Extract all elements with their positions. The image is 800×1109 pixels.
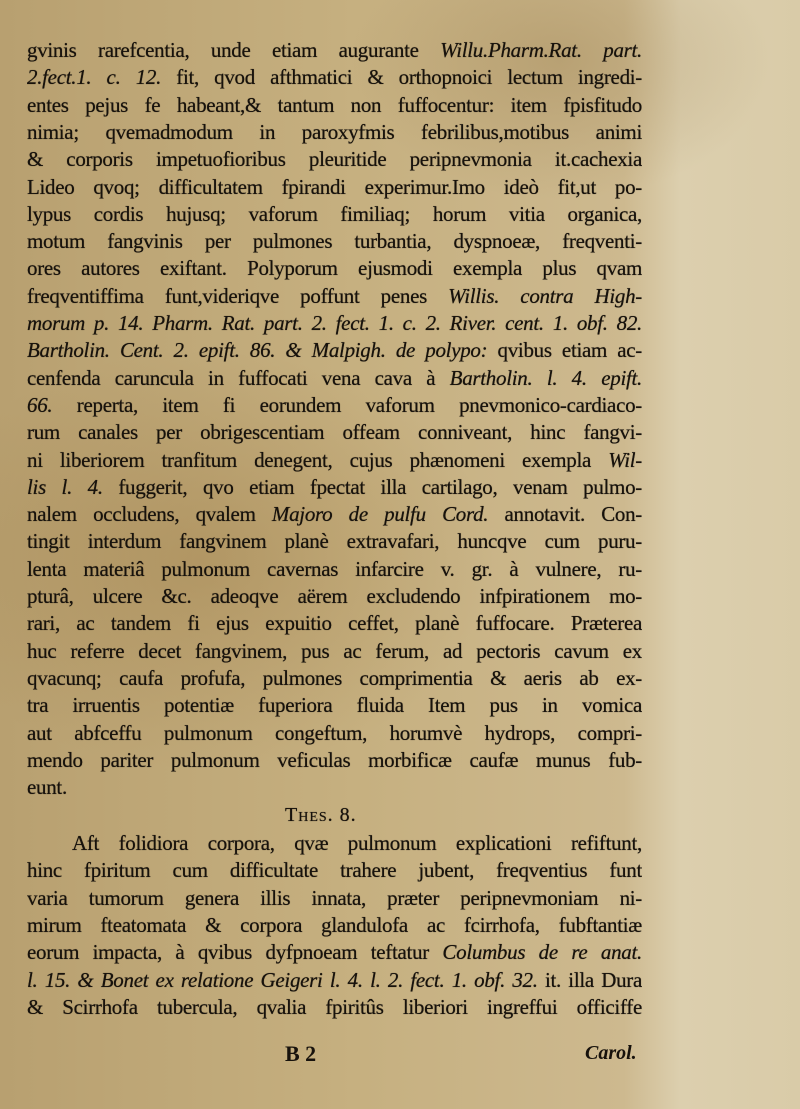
text-segment: qvibus etiam ac- bbox=[487, 338, 642, 363]
text-segment: eorum impacta, à qvibus dyfpnoeam teftatur bbox=[27, 940, 443, 965]
text-segment: rari, ac tandem fi ejus expuitio ceffet, planè fuffocare. Præterea bbox=[27, 611, 642, 636]
text-line bbox=[27, 692, 642, 719]
italic-citation: Majoro de pulfu Cord. bbox=[271, 502, 489, 527]
text-line bbox=[27, 337, 642, 364]
text-segment: pturâ, ulcere &c. adeoqve aërem excludendo infpirationem mo- bbox=[27, 584, 642, 608]
text-line bbox=[27, 610, 642, 637]
text-segment: huc referre decet fangvinem, pus ac ferum, ad pectoris cavum ex bbox=[27, 638, 642, 663]
text-line bbox=[27, 857, 642, 884]
text-segment: ni liberiorem tranfitum denegent, cujus phænomeni exempla bbox=[27, 447, 609, 472]
text-line bbox=[27, 774, 642, 801]
text-line bbox=[27, 119, 642, 146]
text-line bbox=[27, 638, 642, 665]
text-line bbox=[27, 392, 642, 419]
text-line bbox=[27, 64, 642, 91]
text-segment: qvacunq; caufa profufa, pulmones comprimentia & aeris ab ex- bbox=[27, 665, 642, 690]
text-segment: entes pejus fe habeant,& tantum non fuffocentur: item fpisfitudo bbox=[27, 92, 642, 117]
text-line bbox=[27, 365, 642, 392]
italic-citation: Willu.Pharm.Rat. part. bbox=[440, 38, 642, 62]
italic-citation: Wil- bbox=[608, 447, 642, 472]
text-segment: nimia; qvemadmodum in paroxyfmis febrilibus,motibus animi bbox=[27, 119, 642, 144]
text-line bbox=[27, 556, 642, 583]
text-segment: fit, qvod afthmatici & orthopnoici lectum ingredi- bbox=[161, 65, 642, 90]
text-segment: Lideo qvoq; difficultatem fpirandi experimur.Imo ideò fit,ut po- bbox=[27, 174, 642, 199]
text-segment: fuggerit, qvo etiam fpectat illa cartilago, venam pulmo- bbox=[102, 474, 642, 499]
text-segment: nalem occludens, qvalem bbox=[27, 502, 272, 527]
text-line bbox=[27, 939, 642, 966]
text-segment: freqventiffima funt,videriqve poffunt penes bbox=[27, 283, 449, 308]
text-line bbox=[27, 201, 642, 228]
text-line bbox=[27, 92, 642, 119]
text-line bbox=[27, 146, 642, 173]
text-segment: eunt. bbox=[27, 775, 67, 800]
text-segment: & Scirrhofa tubercula, qvalia fpiritûs liberiori ingreffui officiffe bbox=[27, 994, 642, 1019]
text-line bbox=[27, 967, 642, 994]
text-segment: varia tumorum genera illis innata, præter peripnevmoniam ni- bbox=[27, 885, 642, 910]
text-line bbox=[27, 419, 642, 446]
text-segment: lenta materiâ pulmonum cavernas infarcire v. gr. à vulnere, ru- bbox=[27, 556, 642, 581]
text-segment: tra irruentis potentiæ fuperiora fluida Item pus in vomica bbox=[27, 693, 642, 718]
text-line bbox=[27, 885, 642, 912]
text-line bbox=[27, 912, 642, 939]
text-segment: annotavit. Con- bbox=[488, 502, 642, 527]
italic-citation: lis l. 4. bbox=[27, 474, 103, 499]
italic-citation: 66. bbox=[27, 392, 53, 417]
section-heading: Thes. 8. bbox=[285, 804, 357, 826]
text-segment: lypus cordis hujusq; vaforum fimiliaq; horum vitia organica, bbox=[27, 201, 642, 226]
italic-citation: Bartholin. l. 4. epift. bbox=[449, 365, 642, 390]
text-line bbox=[27, 501, 642, 528]
text-line bbox=[27, 720, 642, 747]
text-segment: reperta, item fi eorundem vaforum pnevmonico-cardiaco- bbox=[52, 392, 642, 417]
text-segment: rum canales per obrigescentiam offeam conniveant, hinc fangvi- bbox=[27, 420, 642, 445]
text-line bbox=[27, 447, 642, 474]
italic-citation: Columbus de re anat. bbox=[442, 940, 642, 965]
italic-citation: l. 15. & Bonet ex relatione Geigeri l. 4. l. 2. fect. 1. obf. 32. bbox=[27, 967, 538, 992]
text-line bbox=[27, 994, 642, 1021]
text-line bbox=[27, 310, 642, 337]
text-segment: motum fangvinis per pulmones turbantia, dyspnoeæ, freqventi- bbox=[27, 229, 642, 254]
text-line bbox=[27, 255, 642, 282]
text-line bbox=[27, 583, 642, 610]
text-line bbox=[27, 283, 642, 310]
text-segment: aut abfceffu pulmonum congeftum, horumvè hydrops, compri- bbox=[27, 720, 642, 745]
italic-citation: Willis. contra High- bbox=[448, 283, 642, 308]
text-line bbox=[27, 174, 642, 201]
italic-citation: Bartholin. Cent. 2. epift. 86. & Malpigh. de polypo: bbox=[27, 338, 488, 363]
text-segment: ores autores exiftant. Polyporum ejusmodi exempla plus qvam bbox=[27, 256, 642, 281]
text-segment: it. illa Dura bbox=[537, 967, 642, 992]
text-segment: & corporis impetuofioribus pleuritide peripnevmonia it.cachexia bbox=[27, 147, 642, 172]
text-segment: hinc fpiritum cum difficultate trahere jubent, freqventius funt bbox=[27, 858, 642, 883]
text-line bbox=[27, 747, 642, 774]
text-segment: mendo pariter pulmonum veficulas morbificæ caufæ munus fub- bbox=[27, 747, 642, 772]
text-line bbox=[72, 830, 642, 857]
text-segment: cenfenda caruncula in fuffocati vena cava à bbox=[27, 365, 450, 390]
italic-citation: morum p. 14. Pharm. Rat. part. 2. fect. 1. c. 2. River. cent. 1. obf. 82. bbox=[27, 311, 642, 335]
signature-mark: B 2 bbox=[285, 1041, 317, 1066]
text-line bbox=[27, 528, 642, 555]
text-segment: tingit interdum fangvinem planè extravafari, huncqve cum puru- bbox=[27, 529, 642, 554]
italic-citation: 2.fect.1. c. 12. bbox=[27, 65, 162, 90]
text-line bbox=[27, 665, 642, 692]
text-line bbox=[27, 37, 642, 64]
text-segment: mirum fteatomata & corpora glandulofa ac fcirrhofa, fubftantiæ bbox=[27, 912, 642, 937]
text-line bbox=[27, 474, 642, 501]
text-segment: Aft folidiora corpora, qvæ pulmonum explicationi refiftunt, bbox=[72, 831, 642, 855]
text-line bbox=[27, 228, 642, 255]
catchword: Carol. bbox=[585, 1042, 637, 1064]
text-segment: gvinis rarefcentia, unde etiam augurante bbox=[27, 38, 441, 62]
